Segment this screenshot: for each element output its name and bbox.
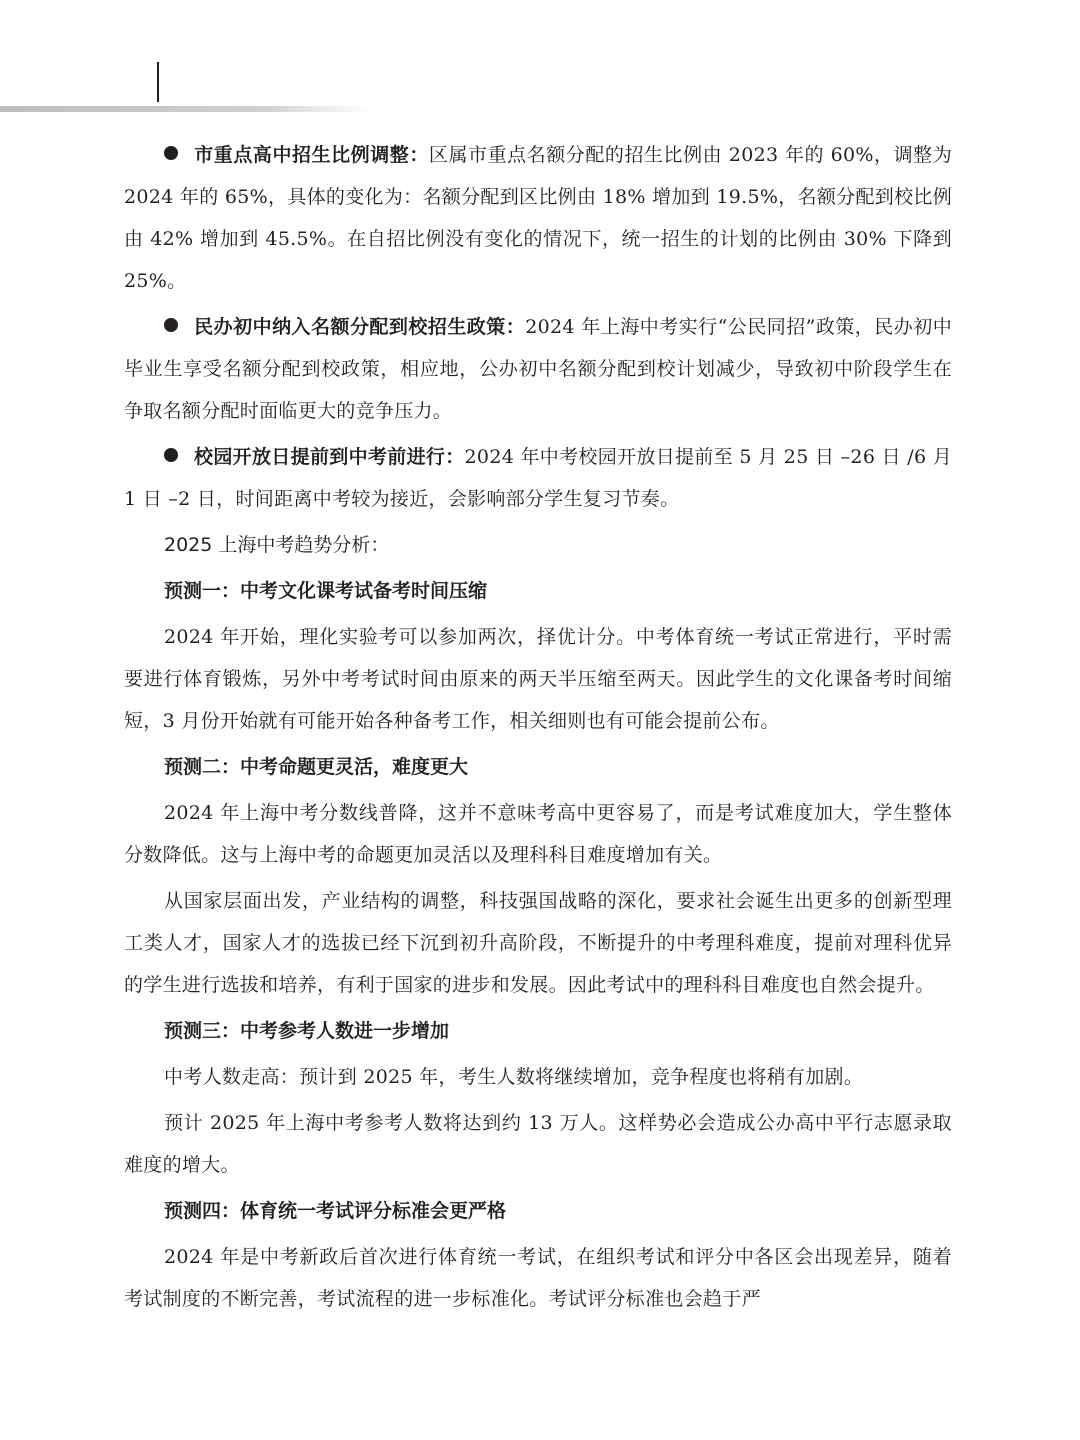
prediction-4-heading: 预测四：体育统一考试评分标准会更严格 xyxy=(164,1200,507,1222)
bullet-text: 2024 年上海中考实行“公民同招”政策，民办初中毕业生享受名额分配到校政策，相应地，公办初中名额分配到校计划减少，导致初中阶段学生在争取名额分配时面临更大的竞争压力。 xyxy=(124,316,952,422)
bullet-dot-icon xyxy=(164,448,178,462)
prediction-3-paragraph-1: 中考人数走高：预计到 2025 年，考生人数将继续增加，竞争程度也将稍有加剧。 xyxy=(164,1066,864,1088)
bullet-item-3 xyxy=(124,436,952,520)
header-rule xyxy=(0,106,372,112)
bullet-item-1 xyxy=(124,134,952,302)
bullet-title: 校园开放日提前到中考前进行： xyxy=(194,446,465,468)
prediction-2-paragraph-1: 2024 年上海中考分数线普降，这并不意味考高中更容易了，而是考试难度加大，学生整体分数降低。这与上海中考的命题更加灵活以及理科科目难度增加有关。 xyxy=(124,802,952,866)
bullet-title: 民办初中纳入名额分配到校招生政策： xyxy=(194,316,526,338)
prediction-1-paragraph-1: 2024 年开始，理化实验考可以参加两次，择优计分。中考体育统一考试正常进行，平时需要进行体育锻炼，另外中考考试时间由原来的两天半压缩至两天。因此学生的文化课备考时间缩短，3 月份开始就有可能开始各种备考工作，相关细则也有可能会提前公布。 xyxy=(124,626,952,732)
bullet-item-2 xyxy=(124,306,952,432)
section-title: 2025 上海中考趋势分析： xyxy=(164,534,390,556)
prediction-2-paragraph-2: 从国家层面出发，产业结构的调整，科技强国战略的深化，要求社会诞生出更多的创新型理工类人才，国家人才的选拔已经下沉到初升高阶段，不断提升的中考理科难度，提前对理科优异的学生进行选拔和培养，有利于国家的进步和发展。因此考试中的理科科目难度也自然会提升。 xyxy=(124,890,952,996)
prediction-3-paragraph-2: 预计 2025 年上海中考参考人数将达到约 13 万人。这样势必会造成公办高中平行志愿录取难度的增大。 xyxy=(124,1112,952,1176)
prediction-3-heading: 预测三：中考参考人数进一步增加 xyxy=(164,1020,450,1042)
bullet-text: 区属市重点名额分配的招生比例由 2023 年的 60%，调整为 2024 年的 65%，具体的变化为：名额分配到区比例由 18% 增加到 19.5%，名额分配到校比例由 42% 增加到 45.5%。在自招比例没有变化的情况下，统一招生的计划的比例由 30% 下降到 25%。 xyxy=(124,144,952,292)
bullet-dot-icon xyxy=(164,318,178,332)
header-tick-mark xyxy=(157,62,159,102)
bullet-text: 2024 年中考校园开放日提前至 5 月 25 日 –26 日 /6 月 1 日 –2 日，时间距离中考较为接近，会影响部分学生复习节奏。 xyxy=(124,446,952,510)
bullet-title: 市重点高中招生比例调整： xyxy=(194,144,429,166)
prediction-2-heading: 预测二：中考命题更灵活，难度更大 xyxy=(164,756,469,778)
bullet-dot-icon xyxy=(164,146,178,160)
page-content xyxy=(124,134,952,1324)
prediction-4-paragraph-1: 2024 年是中考新政后首次进行体育统一考试，在组织考试和评分中各区会出现差异，随着考试制度的不断完善，考试流程的进一步标准化。考试评分标准也会趋于严 xyxy=(124,1246,952,1310)
prediction-1-heading: 预测一：中考文化课考试备考时间压缩 xyxy=(164,580,488,602)
